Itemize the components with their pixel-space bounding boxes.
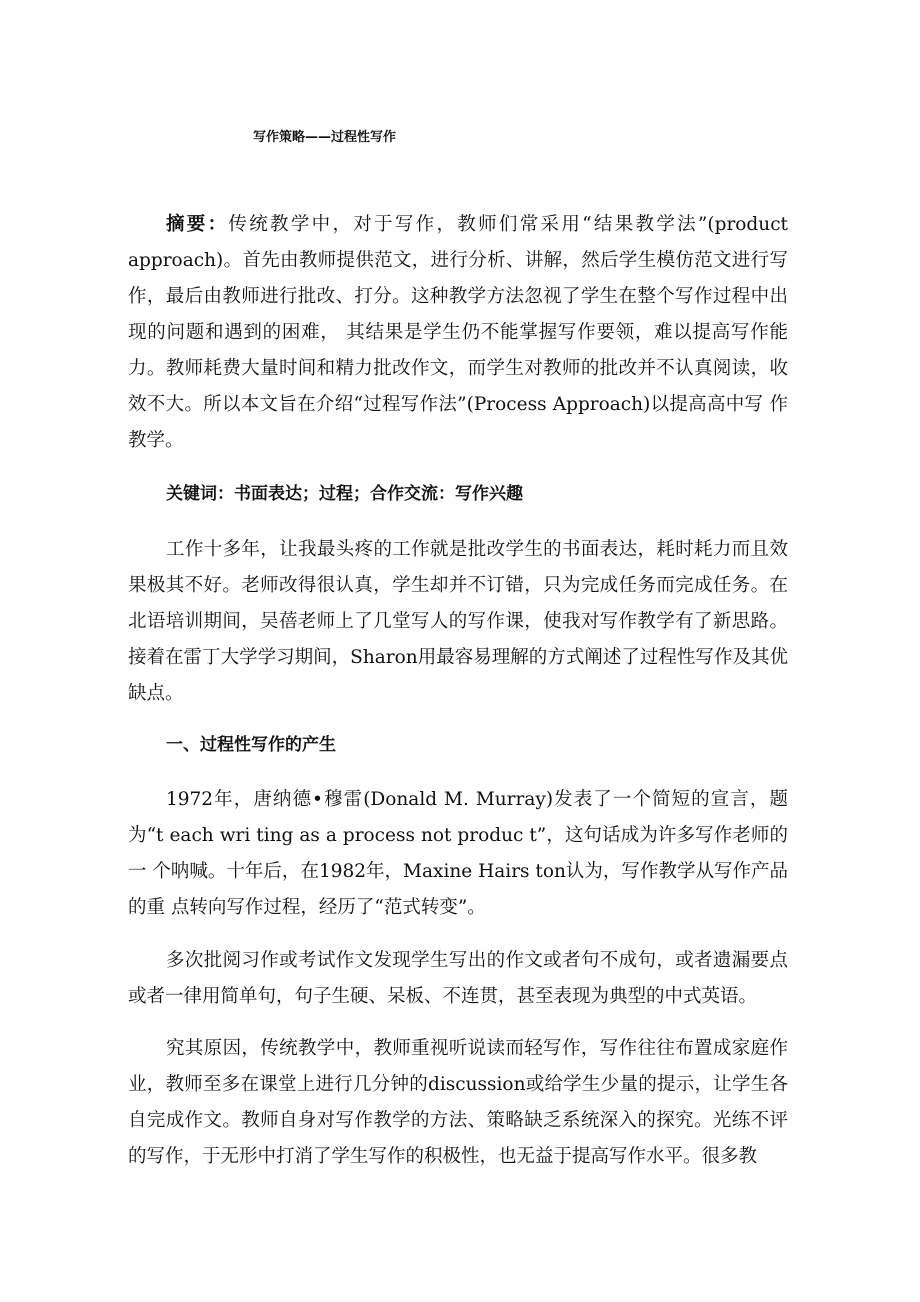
keywords-line xyxy=(166,480,523,508)
abstract-paragraph xyxy=(128,207,788,459)
abstract-text: 传统教学中，对于写作，教师们常采用“结果教学法”(product approach)。首先由教师提供范文，进行分析、讲解，然后学生模仿范文进行写作，最后由教师进行批改、打分。这种教学方法忽视了学生在整个写作过程中出现的问题和遇到的困难， 其结果是学生仍不能掌握写作要领，难以提高写作能力。教师耗费大量时间和精力批改作文，而学生对教师的批改并不认真阅读，收效不大。所以本文旨在介绍“过程写作法”(Process Approach)以提高高中写 作教学。 xyxy=(128,214,788,451)
section-1-heading: 一、过程性写作的产生 xyxy=(166,735,336,755)
section-1-paragraph-1: 1972年，唐纳德•穆雷(Donald M. Murray)发表了一个简短的宣言，题为“t each wri ting as a process not produc t”，这句话成为许多写作老师的一 个呐喊。十年后，在1982年，Maxine Hairs ton认为，写作教学从写作产品的重 点转向写作过程，经历了“范式转变”。 xyxy=(128,789,788,918)
keywords-text: 书面表达；过程；合作交流：写作兴趣 xyxy=(234,484,523,504)
keywords-label: 关键词： xyxy=(166,484,234,504)
abstract-label: 摘要： xyxy=(166,214,229,235)
intro-paragraph: 工作十多年，让我最头疼的工作就是批改学生的书面表达，耗时耗力而且效果极其不好。老师改得很认真，学生却并不订错，只为完成任务而完成任务。在北语培训期间，吴蓓老师上了几堂写人的写作课，使我对写作教学有了新思路。接着在雷丁大学学习期间，Sharon用最容易理解的方式阐述了过程性写作及其优缺点。 xyxy=(128,539,788,704)
section-1-paragraph-2: 多次批阅习作或考试作文发现学生写出的作文或者句不成句，或者遗漏要点或者一律用简单句，句子生硬、呆板、不连贯，甚至表现为典型的中式英语。 xyxy=(128,950,788,1007)
section-1-paragraph-3: 究其原因，传统教学中，教师重视听说读而轻写作，写作往往布置成家庭作业，教师至多在课堂上进行几分钟的discussion或给学生少量的提示，让学生各自完成作文。教师自身对写作教学的方法、策略缺乏系统深入的探究。光练不评的写作，于无形中打消了学生写作的积极性，也无益于提高写作水平。很多教 xyxy=(128,1038,788,1167)
document-title: 写作策略——过程性写作 xyxy=(253,130,397,145)
